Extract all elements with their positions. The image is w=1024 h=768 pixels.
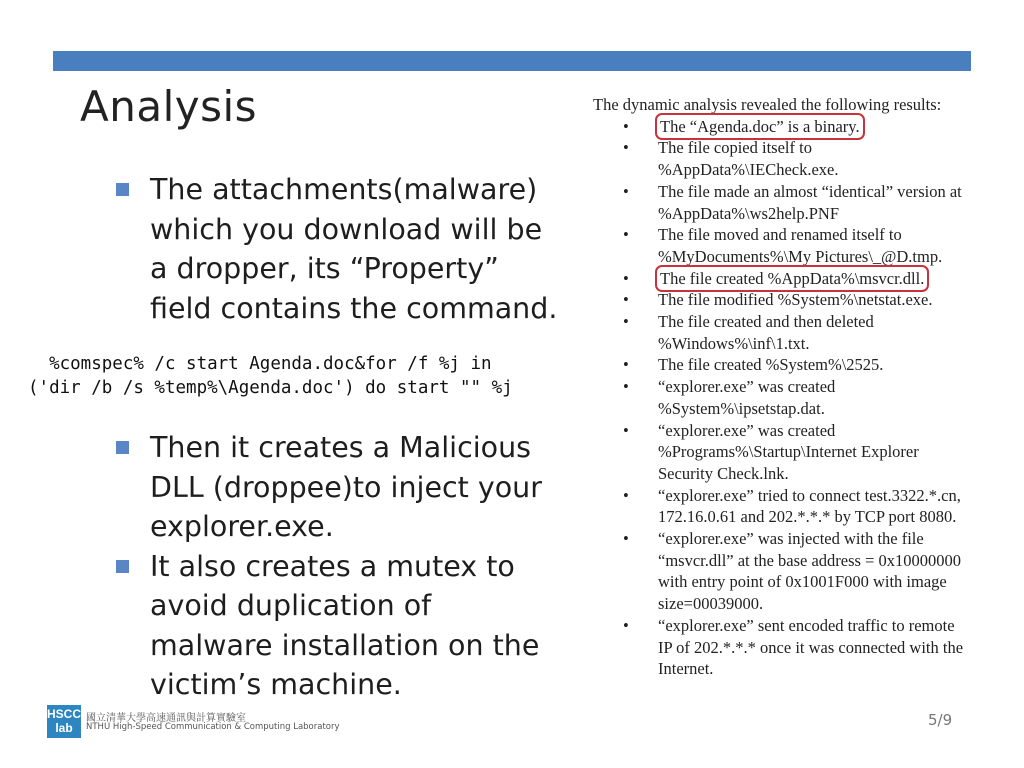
result-text: The file created %System%\2525. xyxy=(658,355,884,375)
result-text: The file made an almost “identical” version at %AppData%\ws2help.PNF xyxy=(658,181,962,223)
header-bar xyxy=(53,51,971,71)
bullet-text: Then it creates a Malicious DLL (droppee)to inject your explorer.exe. xyxy=(150,431,542,543)
result-text: “explorer.exe” was created %System%\ipsetstap.dat. xyxy=(658,377,836,418)
bullet-dot-icon: • xyxy=(623,268,629,288)
results-list xyxy=(592,116,1010,680)
result-item xyxy=(592,268,1010,290)
result-text: “explorer.exe” sent encoded traffic to remote IP of 202.*.*.* once it was connected with the Internet. xyxy=(658,615,964,679)
bullet-dot-icon: • xyxy=(623,116,629,136)
result-text: The file copied itself to %AppData%\IECheck.exe. xyxy=(658,138,839,180)
bullet-dot-icon: • xyxy=(623,529,629,549)
bullet-dot-icon: • xyxy=(623,355,629,375)
result-text-highlighted: The file created %AppData%\msvcr.dll. xyxy=(660,268,925,288)
result-item xyxy=(592,116,1010,138)
command-snippet: %comspec% /c start Agenda.doc&for /f %j in ('dir /b /s %temp%\Agenda.doc') do start "" %j xyxy=(28,354,513,398)
results-intro: The dynamic analysis revealed the following results: xyxy=(593,95,942,114)
result-item xyxy=(592,615,1010,680)
result-text: “explorer.exe” was created %Programs%\Startup\Internet Explorer Security Check.lnk. xyxy=(658,420,919,483)
result-item xyxy=(592,181,1010,224)
square-bullet-icon xyxy=(116,560,129,573)
bullet-dll xyxy=(112,428,632,547)
lab-name-en: NTHU High-Speed Communication & Computing Laboratory xyxy=(86,722,340,732)
lab-name-zh: 國立清華大學高速通訊與計算實驗室 xyxy=(86,713,246,724)
result-item xyxy=(592,528,1010,615)
bullet-dot-icon: • xyxy=(623,615,629,635)
bullet-attachments xyxy=(112,170,632,328)
square-bullet-icon xyxy=(116,183,129,196)
bullet-list-bottom xyxy=(112,428,632,705)
bullet-dot-icon: • xyxy=(623,485,629,505)
bullet-dot-icon: • xyxy=(623,181,629,201)
result-item xyxy=(592,137,1010,180)
bullet-dot-icon: • xyxy=(623,420,629,440)
bullet-text: The attachments(malware) which you download will be a dropper, its “Property” field contains the command. xyxy=(150,173,558,325)
result-item xyxy=(592,376,1010,419)
bullet-dot-icon: • xyxy=(623,312,629,332)
slide-title: Analysis xyxy=(80,82,258,131)
result-item xyxy=(592,420,1010,485)
logo-text: HSCC lab xyxy=(47,707,82,735)
result-text: The file created and then deleted %Windows%\inf\1.txt. xyxy=(658,312,874,353)
bullet-dot-icon: • xyxy=(623,377,629,397)
page-number: 5/9 xyxy=(928,711,953,729)
bullet-dot-icon: • xyxy=(623,138,629,158)
bullet-list-top xyxy=(112,170,632,328)
result-item xyxy=(592,289,1010,311)
bullet-dot-icon: • xyxy=(623,290,629,310)
result-item xyxy=(592,354,1010,376)
bullet-mutex xyxy=(112,547,632,705)
result-text: “explorer.exe” was injected with the file “msvcr.dll” at the base address = 0x10000000 with entry point of 0x1001F000 with image size=00039000. xyxy=(658,529,962,614)
result-item xyxy=(592,485,1010,528)
result-item xyxy=(592,224,1010,267)
result-text: “explorer.exe” tried to connect test.3322.*.cn, 172.16.0.61 and 202.*.*.* by TCP port 8080. xyxy=(658,485,961,527)
square-bullet-icon xyxy=(116,441,129,454)
analysis-results-panel xyxy=(592,94,1010,680)
bullet-dot-icon: • xyxy=(623,225,629,245)
lab-logo xyxy=(47,705,81,738)
bullet-text: It also creates a mutex to avoid duplication of malware installation on the victim’s machine. xyxy=(150,549,540,701)
result-text: The file modified %System%\netstat.exe. xyxy=(658,290,933,310)
result-text-highlighted: The “Agenda.doc” is a binary. xyxy=(660,116,860,136)
result-text: The file moved and renamed itself to %MyDocuments%\My Pictures\_@D.tmp. xyxy=(658,225,943,266)
result-item xyxy=(592,311,1010,354)
